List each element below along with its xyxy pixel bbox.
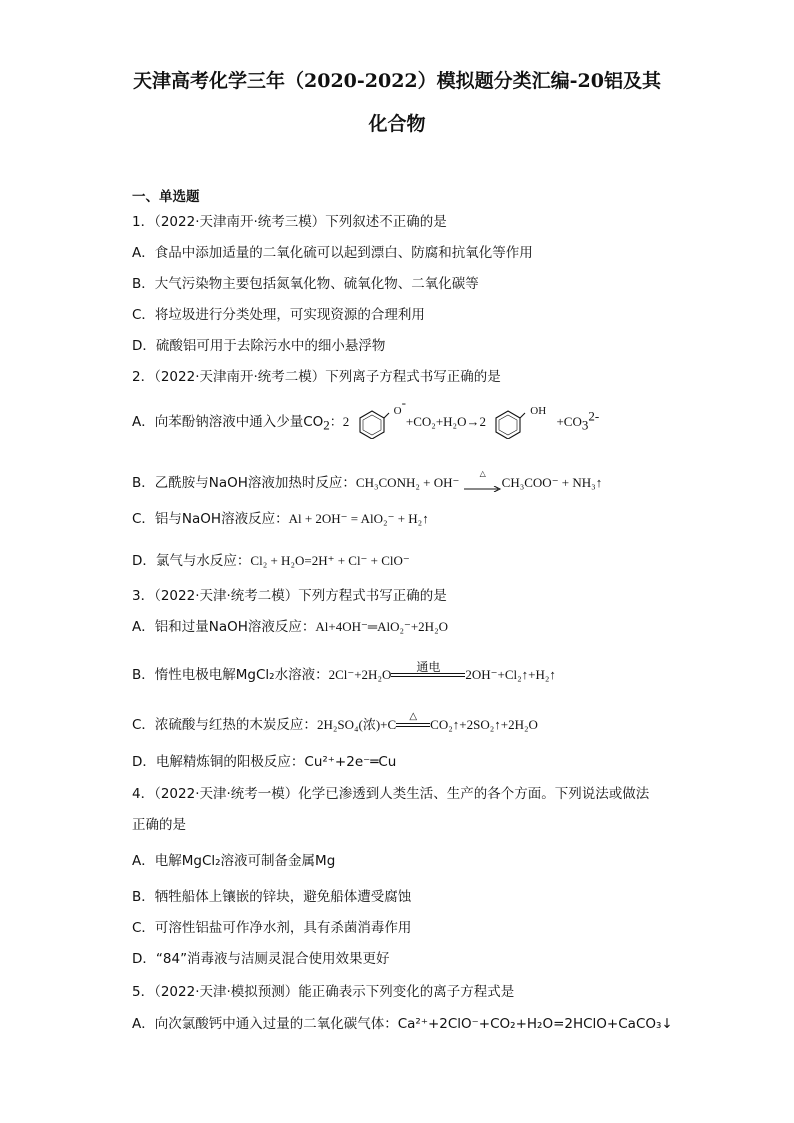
q4-option-b: B．牺牲船体上镶嵌的锌块，避免船体遭受腐蚀	[132, 889, 412, 905]
q4-option-d: D．“84”消毒液与洁厕灵混合使用效果更好	[132, 951, 390, 967]
q1-option-c: C．将垃圾进行分类处理，可实现资源的合理利用	[132, 307, 425, 323]
q3-a-eq: Al+4OH⁻═AlO₂⁻+2H₂O	[315, 619, 448, 634]
q2-a-colon: ：2	[329, 414, 350, 429]
q2-b-heat-arrow	[464, 468, 502, 498]
q2-a-ring1-label: O	[393, 405, 402, 417]
q2-a-ion-sup: 2-	[588, 408, 600, 424]
section-heading: 一、单选题	[132, 189, 200, 205]
q4-option-a: A．电解MgCl₂溶液可制备金属Mg	[132, 853, 336, 869]
q2-a-ring2-label: OH	[530, 405, 547, 417]
q2-stem: 2．（2022·天津南开·统考二模）下列离子方程式书写正确的是	[132, 369, 501, 385]
q1-option-d: D．硫酸铝可用于去除污水中的细小悬浮物	[132, 338, 386, 354]
q3-option-a	[132, 618, 448, 636]
q3-option-c	[132, 711, 538, 734]
q2-option-c	[132, 510, 429, 528]
q2-option-a	[132, 394, 600, 439]
q2-d-eq: Cl₂ + H₂O=2H⁺ + Cl⁻ + ClO⁻	[250, 553, 410, 568]
q2-b-prefix: B．乙酰胺与NaOH溶液加热时反应：	[132, 475, 356, 491]
q1-option-b: B．大气污染物主要包括氮氧化物、硫氧化物、二氧化碳等	[132, 276, 479, 292]
q3-stem: 3．（2022·天津·统考二模）下列方程式书写正确的是	[132, 588, 447, 604]
phenoxide-ring-structure	[354, 405, 394, 439]
q2-b-eq-right: CH₃COO⁻ + NH₃↑	[501, 475, 603, 490]
doc-title-line-1: 天津高考化学三年（2020-2022）模拟题分类汇编-20铝及其	[133, 70, 661, 92]
q2-c-eq: Al + 2OH⁻ = AlO₂⁻ + H₂↑	[288, 511, 429, 526]
q3-c-heat-sign	[396, 711, 430, 727]
q3-option-b	[132, 660, 556, 684]
q3-b-right: 2OH⁻+Cl₂↑+H₂↑	[465, 667, 556, 682]
q2-b-cond: △	[479, 469, 486, 478]
q4-stem-line-1: 4．（2022·天津·统考一模）化学已渗透到人类生活、生产的各个方面。下列说法或做法	[132, 786, 650, 802]
q2-a-prefix: A．向苯酚钠溶液中通入少量CO	[132, 414, 324, 430]
q3-c-right: CO₂↑+2SO₂↑+2H₂O	[430, 717, 538, 732]
q3-b-electrolysis-sign	[391, 661, 465, 677]
q2-a-ion-sub: 3	[581, 417, 589, 433]
q2-a-end: +CO	[556, 414, 582, 429]
q1-stem: 1．（2022·天津南开·统考三模）下列叙述不正确的是	[132, 214, 447, 230]
q2-b-eq-left: CH₃CONH₂ + OH⁻	[355, 475, 460, 490]
q3-c-cond: △	[409, 711, 418, 722]
q2-option-b	[132, 468, 602, 498]
q3-c-left: 2H₂SO₄(浓)+C	[316, 717, 397, 732]
q2-d-prefix: D．氯气与水反应：	[132, 553, 251, 569]
q3-a-prefix: A．铝和过量NaOH溶液反应：	[132, 619, 316, 635]
q2-a-sub: 2	[323, 417, 330, 433]
q3-c-prefix: C．浓硫酸与红热的木炭反应：	[132, 717, 317, 733]
q3-option-d: D．电解精炼铜的阳极反应：Cu²⁺+2e⁻═Cu	[132, 754, 397, 770]
q5-option-a: A．向次氯酸钙中通入过量的二氧化碳气体：Ca²⁺+2ClO⁻+CO₂+H₂O=2HClO+CaCO₃↓	[132, 1016, 673, 1032]
q4-option-c: C．可溶性铝盐可作净水剂，具有杀菌消毒作用	[132, 920, 412, 936]
q2-option-d	[132, 552, 410, 570]
phenol-ring-structure	[490, 405, 530, 439]
q5-stem: 5．（2022·天津·模拟预测）能正确表示下列变化的离子方程式是	[132, 984, 515, 1000]
q3-b-cond: 通电	[416, 660, 441, 674]
q3-b-left: 2Cl⁻+2H₂O	[328, 667, 392, 682]
q2-a-ring1-sup: -	[401, 394, 406, 410]
q4-stem-line-2: 正确的是	[132, 817, 186, 833]
q2-c-prefix: C．铝与NaOH溶液反应：	[132, 511, 289, 527]
doc-title-line-2: 化合物	[368, 113, 426, 135]
q2-a-mid: +CO₂+H₂O→2	[405, 414, 486, 429]
q1-option-a: A．食品中添加适量的二氧化硫可以起到漂白、防腐和抗氧化等作用	[132, 245, 533, 261]
q3-b-prefix: B．惰性电极电解MgCl₂水溶液：	[132, 667, 329, 683]
